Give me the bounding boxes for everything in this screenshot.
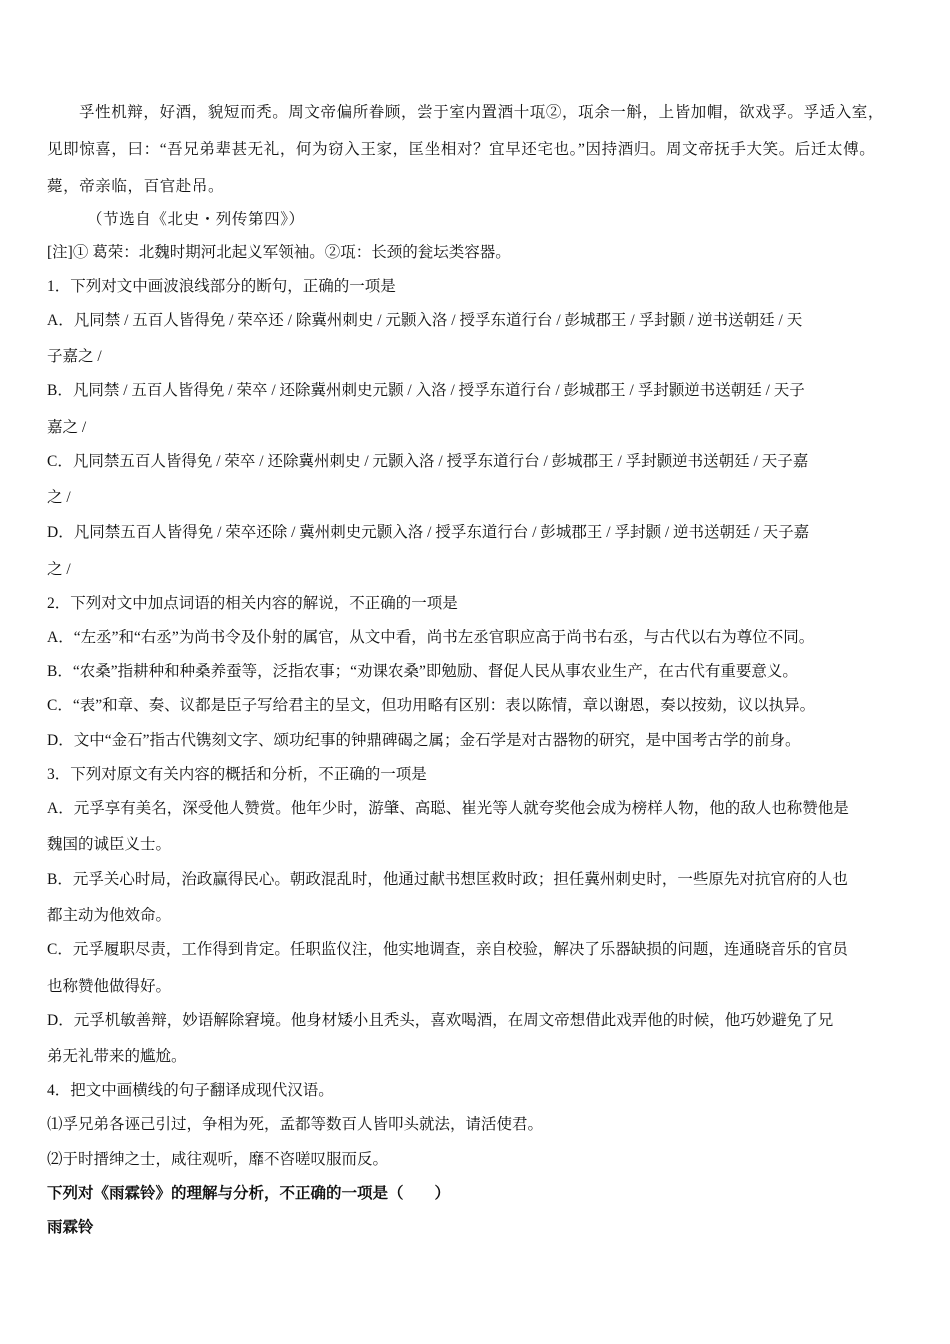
q4-item-1: ⑴孚兄弟各诬己引过，争相为死，孟都等数百人皆叩头就法，请活使君。 bbox=[47, 1116, 544, 1133]
q2-option-d: D．文中“金石”指古代镌刻文字、颂功纪事的钟鼎碑碣之属；金石学是对古器物的研究，是中国考古学的前身。 bbox=[47, 732, 801, 749]
q3-option-d-line2: 弟无礼带来的尴尬。 bbox=[47, 1048, 187, 1065]
q1-option-d-line2: 之 / bbox=[47, 561, 71, 578]
source-citation: （节选自《北史・列传第四》） bbox=[87, 211, 305, 228]
q3-option-a-line1: A．元孚享有美名，深受他人赞赏。他年少时，游肇、高聪、崔光等人就夸奖他会成为榜样人物，他的敌人也称赞他是 bbox=[47, 800, 849, 817]
q3-option-b-line2: 都主动为他效命。 bbox=[47, 907, 172, 924]
next-question-stem: 下列对《雨霖铃》的理解与分析，不正确的一项是（ ） bbox=[47, 1185, 451, 1202]
passage-line: 孚性机辩，好酒，貌短而秃。周文帝偏所眷顾，尝于室内置酒十瓨②，瓨余一斛，上皆加帽，欲戏孚。孚适入室， bbox=[79, 104, 885, 121]
q1-option-d-line1: D．凡同禁五百人皆得免 / 荣卒还除 / 冀州刺史元颢入洛 / 授孚东道行台 / 彭城郡王 / 孚封颢 / 逆书送朝廷 / 天子嘉 bbox=[47, 524, 810, 541]
passage-line: 薨，帝亲临，百官赴吊。 bbox=[47, 178, 225, 195]
q2-option-b: B．“农桑”指耕种和种桑养蚕等，泛指农事；“劝课农桑”即勉励、督促人民从事农业生产，在古代有重要意义。 bbox=[47, 663, 798, 680]
q3-option-c-line2: 也称赞他做得好。 bbox=[47, 978, 172, 995]
q1-option-a-line2: 子嘉之 / bbox=[47, 348, 102, 365]
question-2-stem: 2．下列对文中加点词语的相关内容的解说，不正确的一项是 bbox=[47, 595, 458, 612]
q3-option-c-line1: C．元孚履职尽责，工作得到肯定。任职监仪注，他实地调查，亲自校验，解决了乐器缺损的问题，连通晓音乐的官员 bbox=[47, 941, 848, 958]
q1-option-b-line1: B．凡同禁 / 五百人皆得免 / 荣卒 / 还除冀州刺史元颢 / 入洛 / 授孚东道行台 / 彭城郡王 / 孚封颢逆书送朝廷 / 天子 bbox=[47, 382, 805, 399]
poem-title: 雨霖铃 bbox=[47, 1219, 94, 1236]
passage-line: 见即惊喜，曰：“吾兄弟辈甚无礼，何为窃入王家，匡坐相对？宜早还宅也。”因持酒归。周文帝抚手大笑。后迁太傅。 bbox=[47, 141, 876, 158]
footnote: [注]① 葛荣：北魏时期河北起义军领袖。②瓨：长颈的瓮坛类容器。 bbox=[47, 244, 511, 261]
question-4-stem: 4．把文中画横线的句子翻译成现代汉语。 bbox=[47, 1082, 334, 1099]
q3-option-a-line2: 魏国的诚臣义士。 bbox=[47, 836, 172, 853]
q1-option-a-line1: A．凡同禁 / 五百人皆得免 / 荣卒还 / 除冀州刺史 / 元颢入洛 / 授孚东道行台 / 彭城郡王 / 孚封颢 / 逆书送朝廷 / 天 bbox=[47, 312, 803, 329]
q1-option-b-line2: 嘉之 / bbox=[47, 419, 87, 436]
q4-item-2: ⑵于时搢绅之士，咸往观听，靡不咨嗟叹服而反。 bbox=[47, 1151, 389, 1168]
q1-option-c-line1: C．凡同禁五百人皆得免 / 荣卒 / 还除冀州刺史 / 元颢入洛 / 授孚东道行台 / 彭城郡王 / 孚封颢逆书送朝廷 / 天子嘉 bbox=[47, 453, 809, 470]
q2-option-a: A．“左丞”和“右丞”为尚书令及仆射的属官，从文中看，尚书左丞官职应高于尚书右丞，与古代以右为尊位不同。 bbox=[47, 629, 815, 646]
question-3-stem: 3．下列对原文有关内容的概括和分析，不正确的一项是 bbox=[47, 766, 427, 783]
q1-option-c-line2: 之 / bbox=[47, 489, 71, 506]
q3-option-d-line1: D．元孚机敏善辩，妙语解除窘境。他身材矮小且秃头，喜欢喝酒，在周文帝想借此戏弄他的时候，他巧妙避免了兄 bbox=[47, 1012, 834, 1029]
q3-option-b-line1: B．元孚关心时局，治政赢得民心。朝政混乱时，他通过献书想匡救时政；担任冀州刺史时，一些原先对抗官府的人也 bbox=[47, 871, 848, 888]
q2-option-c: C．“表”和章、奏、议都是臣子写给君主的呈文，但功用略有区别：表以陈情，章以谢恩，奏以按劾，议以执异。 bbox=[47, 697, 816, 714]
question-1-stem: 1．下列对文中画波浪线部分的断句，正确的一项是 bbox=[47, 278, 396, 295]
